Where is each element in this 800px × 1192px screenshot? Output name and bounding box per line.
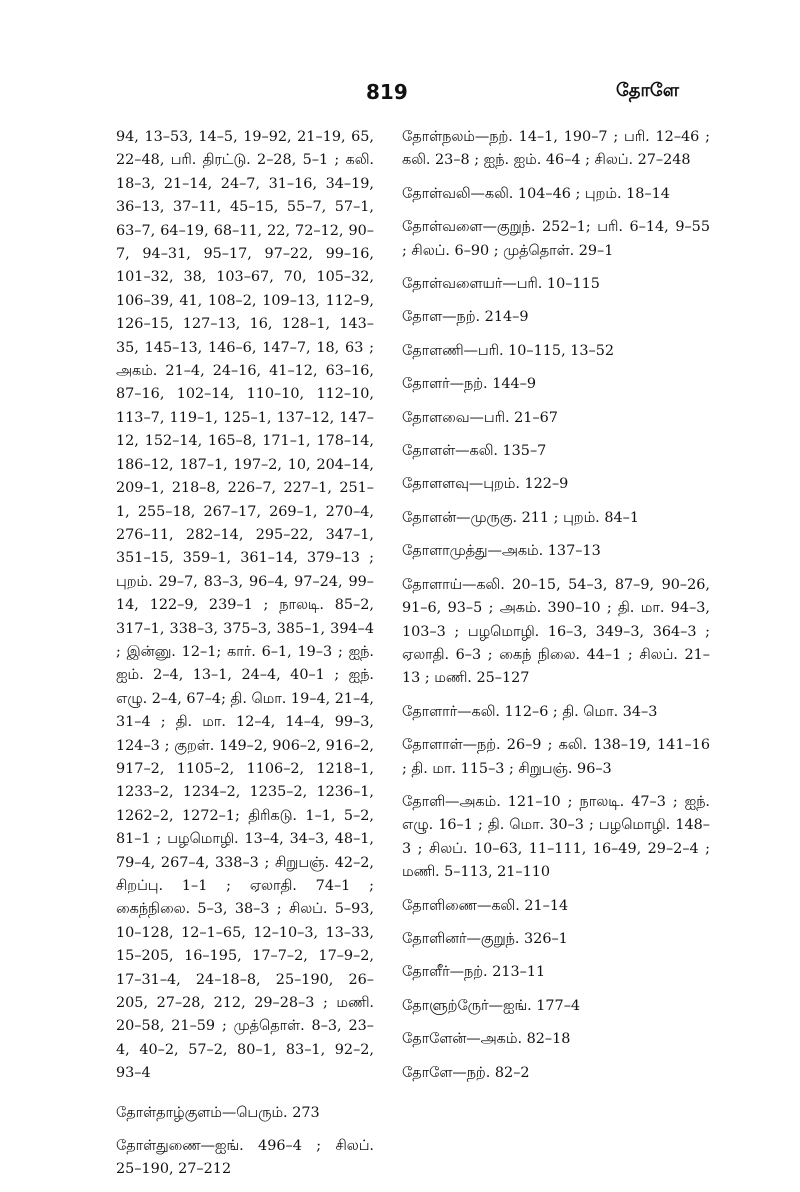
entry-references: —நற். 26–9 ; கலி. 138–19, 141–16 ; தி. மா. 115–3 ; சிறுபஞ். 96–3 (402, 737, 710, 777)
entry-continuation: 94, 13–53, 14–5, 19–92, 21–19, 65, 22–48, பரி. திரட்டு. 2–28, 5–1 ; கலி. 18–3, 21–14, 24–7, 31–16, 34–19, 36–13, 37–11, 45–15, 55–7, 57–1, 63–7, 64–19, 68–11, 22, 72–12, 90–7, 94–31, 95–17, 97–22, 99–16, 101–32, 38, 103–67, 70, 105–32, 106–39, 41, 108–2, 109–13, 112–9, 126–15, 127–13, 16, 128–1, 143–35, 145–13, 146–6, 147–7, 18, 63 ; அகம். 21–4, 24–16, 41–12, 63–16, 87–16, 102–14, 110–10, 112–10, 113–7, 119–1, 125–1, 137–12, 147–12, 152–14, 165–8, 171–1, 178–14, 186–12, 187–1, 197–2, 10, 204–14, 209–1, 218–8, 226–7, 227–1, 251–1, 255–18, 267–17, 269–1, 270–4, 276–11, 282–14, 295–22, 347–1, 351–15, 359–1, 361–14, 379–13 ; புறம். 29–7, 83–3, 96–4, 97–24, 99–14, 122–9, 239–1 ; நாலடி. 85–2, 317–1, 338–3, 375–3, 385–1, 394–4 ; இன்னு. 12–1; கார். 6–1, 19–3 ; ஐந். ஐம். 2–4, 13–1, 24–4, 40–1 ; ஐந். எழு. 2–4, 67–4; தி. மொ. 19–4, 21–4, 31–4 ; தி. மா. 12–4, 14–4, 99–3, 124–3 ; குறள். 149–2, 906–2, 916–2, 917–2, 1105–2, 1106–2, 1218–1, 1233–2, 1234–2, 1235–2, 1236–1, 1262–2, 1272–1; திரிகடு. 1–1, 5–2, 81–1 ; பழமொழி. 13–4, 34–3, 48–1, 79–4, 267–4, 338–3 ; சிறுபஞ். 42–2, சிறப்பு. 1–1 ; ஏலாதி. 74–1 ; கைந்நிலை. 5–3, 38–3 ; சிலப். 5–93, 10–128, 12–1–65, 12–10–3, 13–33, 15–205, 16–195, 17–7–2, 17–9–2, 17–31–4, 24–18–8, 25–190, 26–205, 27–28, 212, 29–28–3 ; மணி. 20–58, 21–59 ; முத்தொள். 8–3, 23–4, 40–2, 57–2, 80–1, 83–1, 92–2, 93–4 (116, 129, 374, 1082)
entry-headword: தோள்வளையர் (402, 276, 503, 293)
entry-headword: தோளவை (402, 409, 470, 426)
entry-headword: தோளாமுத்து (402, 543, 488, 560)
entry-headword: தோளளவு (402, 476, 469, 493)
entry-headword: தோளி (402, 793, 446, 810)
entry-headword: தோளிணை (402, 897, 477, 914)
index-entry (402, 373, 710, 396)
page-number: 819 (366, 80, 408, 104)
index-entry (402, 440, 710, 463)
left-entry-list (116, 1102, 374, 1182)
index-entry (402, 995, 710, 1018)
entry-headword: தோளீர் (402, 964, 450, 981)
entry-references: —ஐங். 496–4 ; சிலப். 25–190, 27–212 (116, 1138, 374, 1178)
entry-references: —கலி. 20–15, 54–3, 87–9, 90–26, 91–6, 93–5 ; அகம். 390–10 ; தி. மா. 94–3, 103–3 ; பழமொழி. 16–3, 349–3, 364–3 ; ஏலாதி. 6–3 ; கைந் நிலை. 44–1 ; சிலப். 21–13 ; மணி. 25–127 (402, 576, 710, 687)
index-entry (402, 928, 710, 951)
entry-references: —பெரும். 273 (221, 1104, 320, 1121)
index-entry (402, 340, 710, 363)
entry-references: —புறம். 122–9 (468, 476, 569, 493)
entry-references: —ஐங். 177–4 (488, 997, 581, 1014)
index-entry (402, 473, 710, 496)
left-column (116, 126, 374, 1192)
index-entry (116, 1135, 374, 1182)
entry-headword: தோள்வளை (402, 219, 483, 236)
entry-headword: தோள்துணை (116, 1138, 201, 1155)
entry-headword: தோளார் (402, 703, 458, 720)
index-entry (402, 1028, 710, 1051)
index-entry (116, 1102, 374, 1125)
entry-headword: தோளாள் (402, 737, 463, 754)
right-entry-list (402, 126, 710, 1085)
entry-headword: தோளுற்ருேர் (402, 997, 489, 1014)
index-entry (402, 1062, 710, 1085)
index-entry (402, 507, 710, 530)
entry-references: —அகம். 137–13 (487, 543, 601, 560)
entry-headword: தோளணி (402, 342, 464, 359)
entry-headword: தோள்தாழ்குளம் (116, 1104, 222, 1121)
index-entry (402, 306, 710, 329)
entry-references: —அகம். 121–10 ; நாலடி. 47–3 ; ஐந். எழு. 16–1 ; தி. மொ. 30–3 ; பழமொழி. 148–3 ; சிலப். 10–63, 11–111, 16–49, 29–2–4 ; மணி. 5–113, 21–110 (402, 793, 710, 881)
entry-references: —பரி. 10–115, 13–52 (463, 342, 615, 359)
index-entry (402, 183, 710, 206)
index-entry (402, 216, 710, 263)
entry-headword: தோளள் (402, 443, 456, 460)
index-entry (402, 273, 710, 296)
entry-headword: தோள்வலி (402, 185, 471, 202)
running-head: தோளே (616, 80, 679, 101)
entry-references: —நற். 82–2 (452, 1064, 530, 1081)
index-entry (402, 734, 710, 781)
entry-headword: தோளே (402, 1064, 453, 1081)
entry-references: —நற். 144–9 (449, 376, 537, 393)
index-entry (402, 126, 710, 173)
entry-headword: தோளாய் (402, 576, 462, 593)
entry-references: —கலி. 112–6 ; தி. மொ. 34–3 (457, 703, 658, 720)
right-column (402, 126, 710, 1095)
entry-references: —நற். 214–9 (442, 309, 529, 326)
entry-references: —முருகு. 211 ; புறம். 84–1 (456, 509, 639, 526)
entry-references: —கலி. 135–7 (455, 443, 547, 460)
index-entry (402, 701, 710, 724)
entry-references: —கலி. 21–14 (476, 897, 569, 914)
index-entry (402, 895, 710, 918)
entry-references: —அகம். 82–18 (466, 1031, 571, 1048)
entry-headword: தோளன் (402, 509, 457, 526)
entry-references: —நற். 14–1, 190–7 ; பரி. 12–46 ; கலி. 23–8 ; ஐந். ஐம். 46–4 ; சிலப். 27–248 (402, 129, 710, 169)
entry-references: —பரி. 10–115 (502, 276, 600, 293)
index-entry (402, 574, 710, 691)
entry-headword: தோளர் (402, 376, 450, 393)
entry-headword: தோளினர் (402, 930, 467, 947)
entry-headword: தோளேன் (402, 1031, 467, 1048)
entry-references: —குறுந். 252–1; பரி. 6–14, 9–55 ; சிலப். 6–90 ; முத்தொள். 29–1 (402, 219, 710, 259)
index-entry (402, 961, 710, 984)
entry-references: —குறுந். 326–1 (466, 930, 568, 947)
entry-references: —கலி. 104–46 ; புறம். 18–14 (470, 185, 670, 202)
entry-references: —பரி. 21–67 (469, 409, 558, 426)
entry-headword: தோள (402, 309, 443, 326)
entry-references: —நற். 213–11 (449, 964, 546, 981)
entry-headword: தோள்நலம் (402, 129, 475, 145)
index-entry (402, 407, 710, 430)
index-entry (402, 791, 710, 885)
index-entry (402, 540, 710, 563)
